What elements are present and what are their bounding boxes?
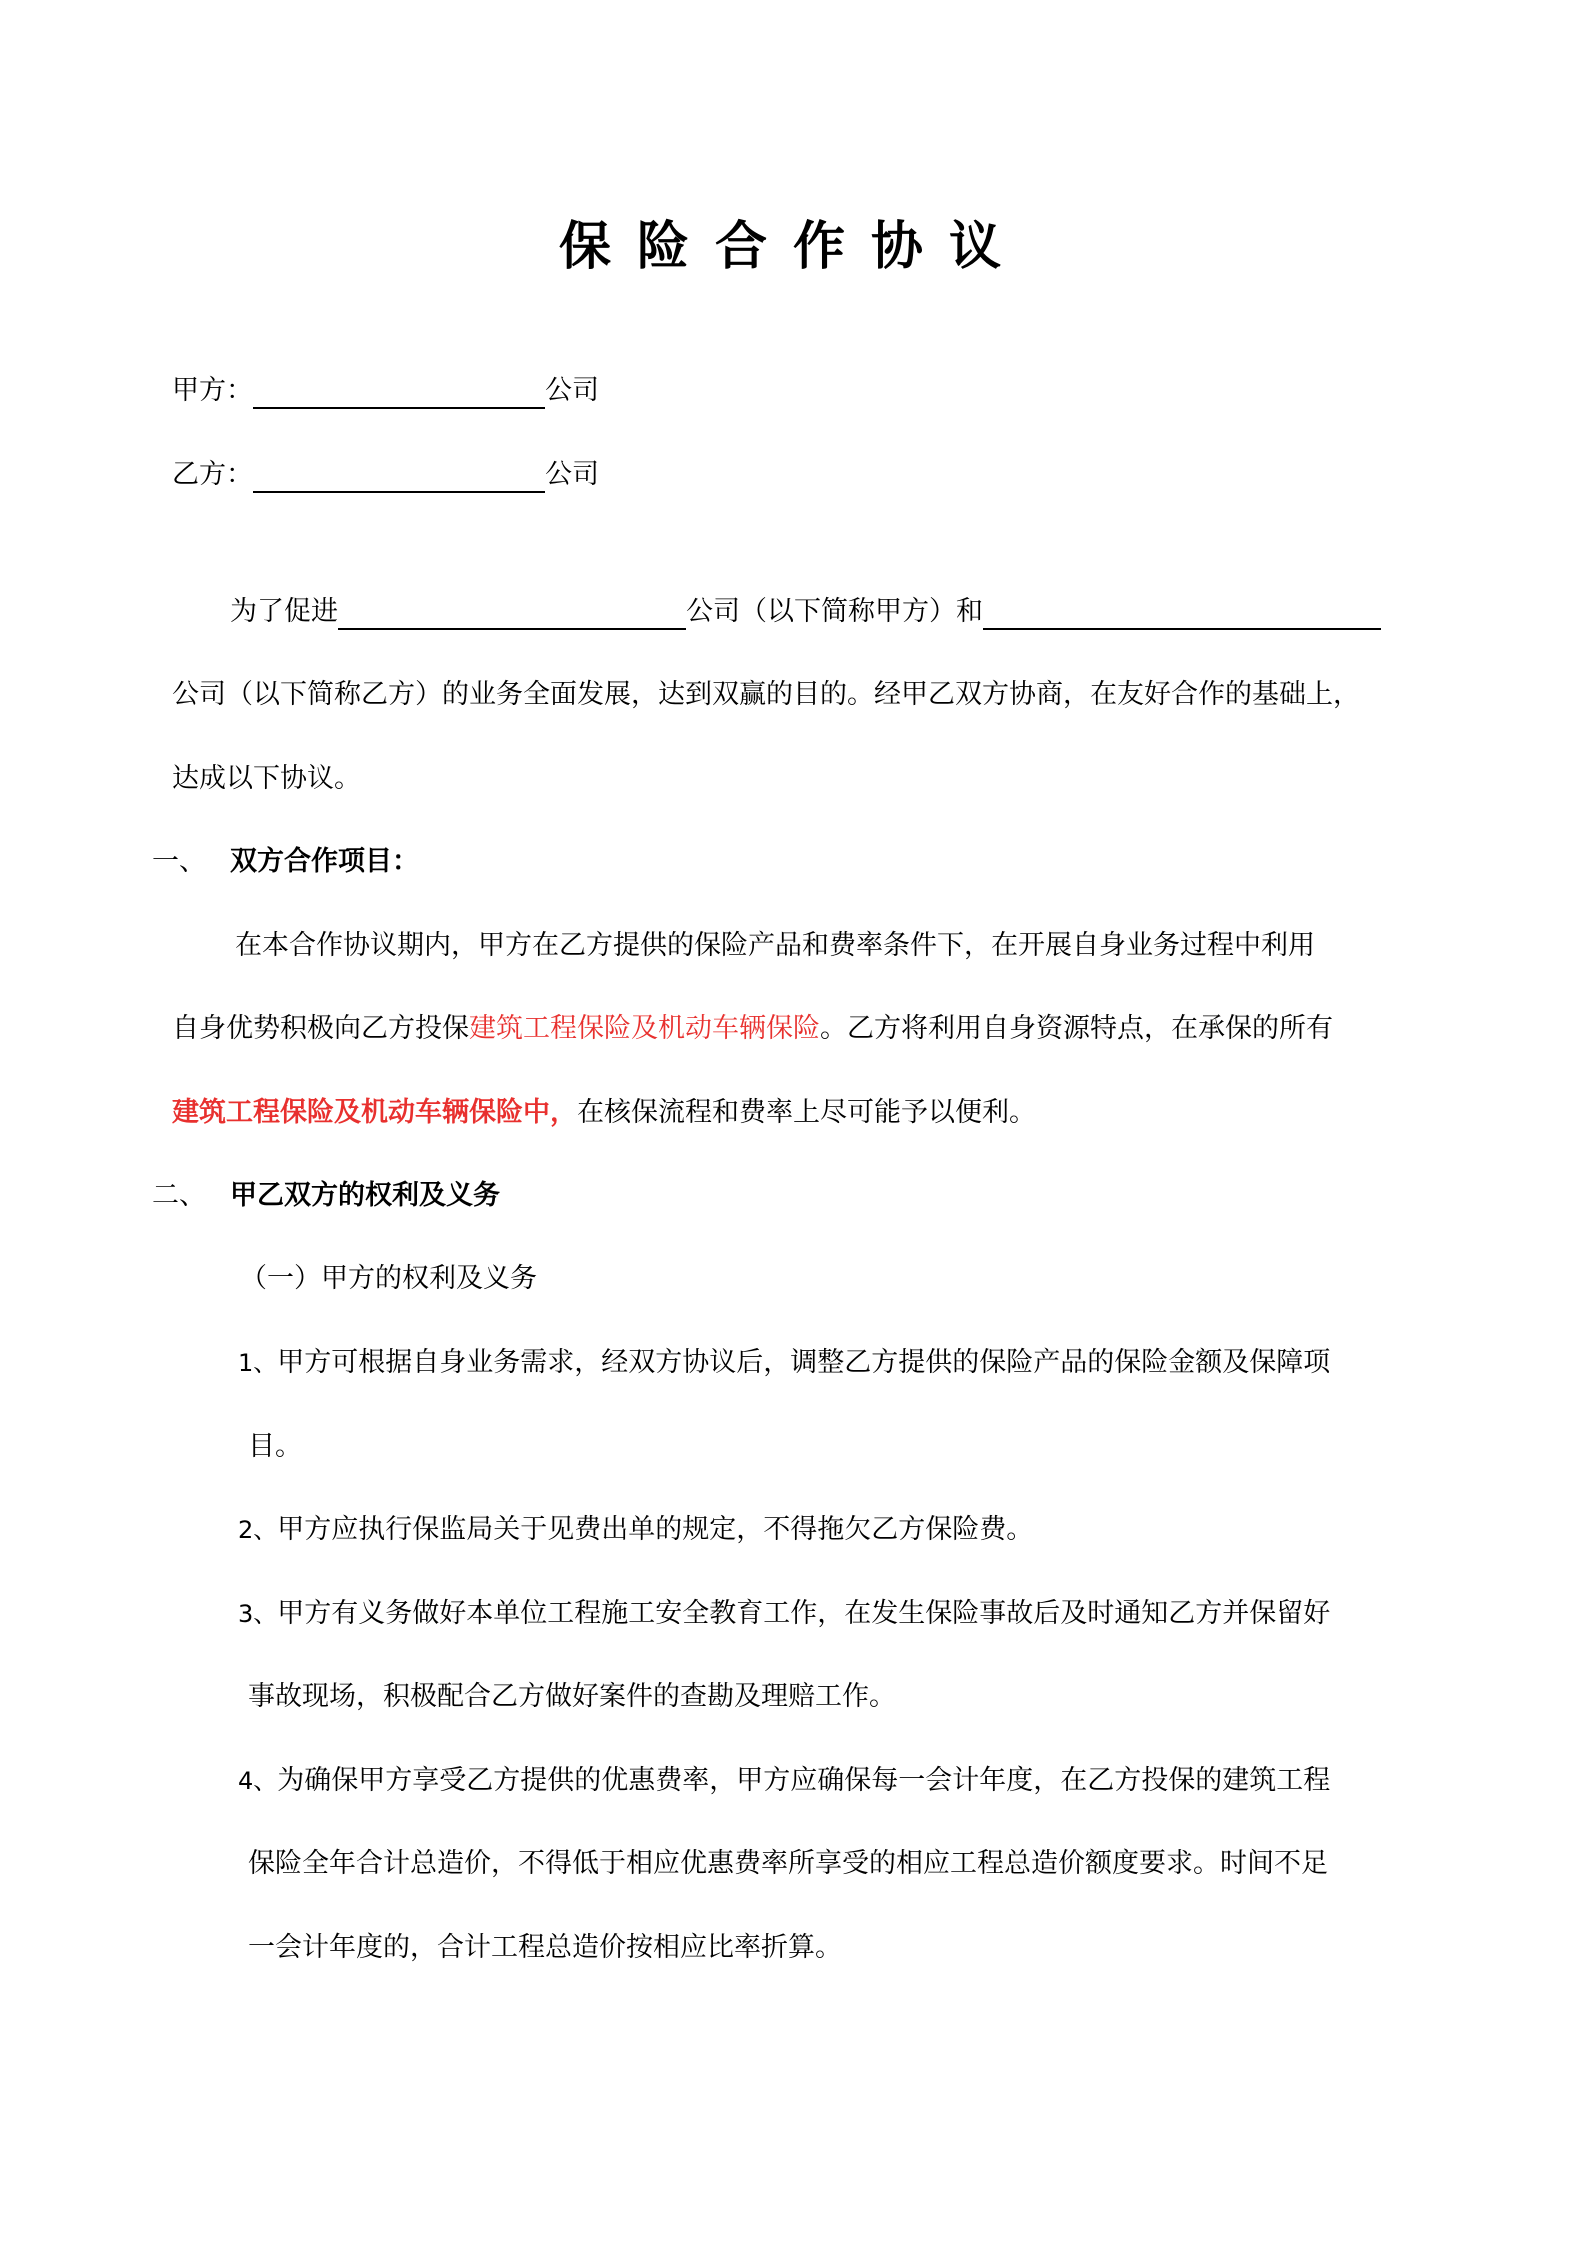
item-2-line-1 [238, 1512, 1033, 1548]
party-b-blank[interactable] [253, 461, 545, 493]
section1-para-line-1: 在本合作协议期内，甲方在乙方提供的保险产品和费率条件下，在开展自身业务过程中利用 [235, 930, 1315, 961]
section1-p2-highlight: 建筑工程保险及机动车辆保险 [469, 1013, 820, 1044]
party-b-line [172, 457, 599, 493]
section1-heading: 双方合作项目： [230, 846, 419, 877]
intro-line-2: 公司（以下简称乙方）的业务全面发展，达到双赢的目的。经甲乙双方协商，在友好合作的基础上， [172, 679, 1360, 710]
item-3-line-1 [238, 1596, 1330, 1632]
item-1-text-1: 甲方可根据自身业务需求，经双方协议后，调整乙方提供的保险产品的保险金额及保障项 [277, 1347, 1331, 1378]
section1-para-line-2 [172, 1011, 1333, 1047]
intro-line-3: 达成以下协议。 [172, 763, 361, 794]
item-3-number: 3、 [238, 1600, 278, 1628]
intro-line-1 [230, 594, 1381, 630]
item-2-text-1: 甲方应执行保监局关于见费出单的规定，不得拖欠乙方保险费。 [277, 1514, 1034, 1545]
party-a-blank[interactable] [253, 377, 545, 409]
party-a-label: 甲方： [172, 375, 253, 406]
item-4-number: 4、 [238, 1767, 278, 1795]
intro-blank-b[interactable] [983, 598, 1381, 630]
section2-subheading: （一）甲方的权利及义务 [240, 1263, 537, 1294]
item-1-line-2: 目。 [248, 1431, 302, 1462]
section1-number: 一、 [152, 846, 206, 877]
section1-p3-text-b: 在核保流程和费率上尽可能予以便利。 [577, 1097, 1036, 1128]
item-1-line-1 [238, 1345, 1330, 1381]
section2-number: 二、 [152, 1180, 206, 1211]
party-a-line [172, 373, 599, 409]
party-a-suffix: 公司 [545, 375, 599, 406]
intro-text-b: 公司（以下简称甲方）和 [686, 596, 983, 627]
section1-p3-highlight: 建筑工程保险及机动车辆保险中， [172, 1097, 577, 1128]
intro-blank-a[interactable] [338, 598, 686, 630]
item-4-line-2: 保险全年合计总造价，不得低于相应优惠费率所享受的相应工程总造价额度要求。时间不足 [248, 1848, 1328, 1879]
item-3-line-2: 事故现场，积极配合乙方做好案件的查勘及理赔工作。 [248, 1681, 896, 1712]
item-1-number: 1、 [238, 1349, 278, 1377]
party-b-label: 乙方： [172, 459, 253, 490]
intro-text-a: 为了促进 [230, 596, 338, 627]
section1-p2-text-b: 。乙方将利用自身资源特点，在承保的所有 [820, 1013, 1333, 1044]
item-3-text-1: 甲方有义务做好本单位工程施工安全教育工作，在发生保险事故后及时通知乙方并保留好 [277, 1598, 1331, 1629]
section2-heading: 甲乙双方的权利及义务 [230, 1180, 500, 1211]
section1-p2-text-a: 自身优势积极向乙方投保 [172, 1013, 469, 1044]
item-4-line-1 [238, 1763, 1330, 1799]
section1-para-line-3 [172, 1095, 1036, 1131]
item-4-text-1: 为确保甲方享受乙方提供的优惠费率，甲方应确保每一会计年度，在乙方投保的建筑工程 [277, 1765, 1331, 1796]
party-b-suffix: 公司 [545, 459, 599, 490]
item-4-line-3: 一会计年度的，合计工程总造价按相应比率折算。 [248, 1932, 842, 1963]
document-title: 保险合作协议 [558, 217, 1027, 277]
item-2-number: 2、 [238, 1516, 278, 1544]
